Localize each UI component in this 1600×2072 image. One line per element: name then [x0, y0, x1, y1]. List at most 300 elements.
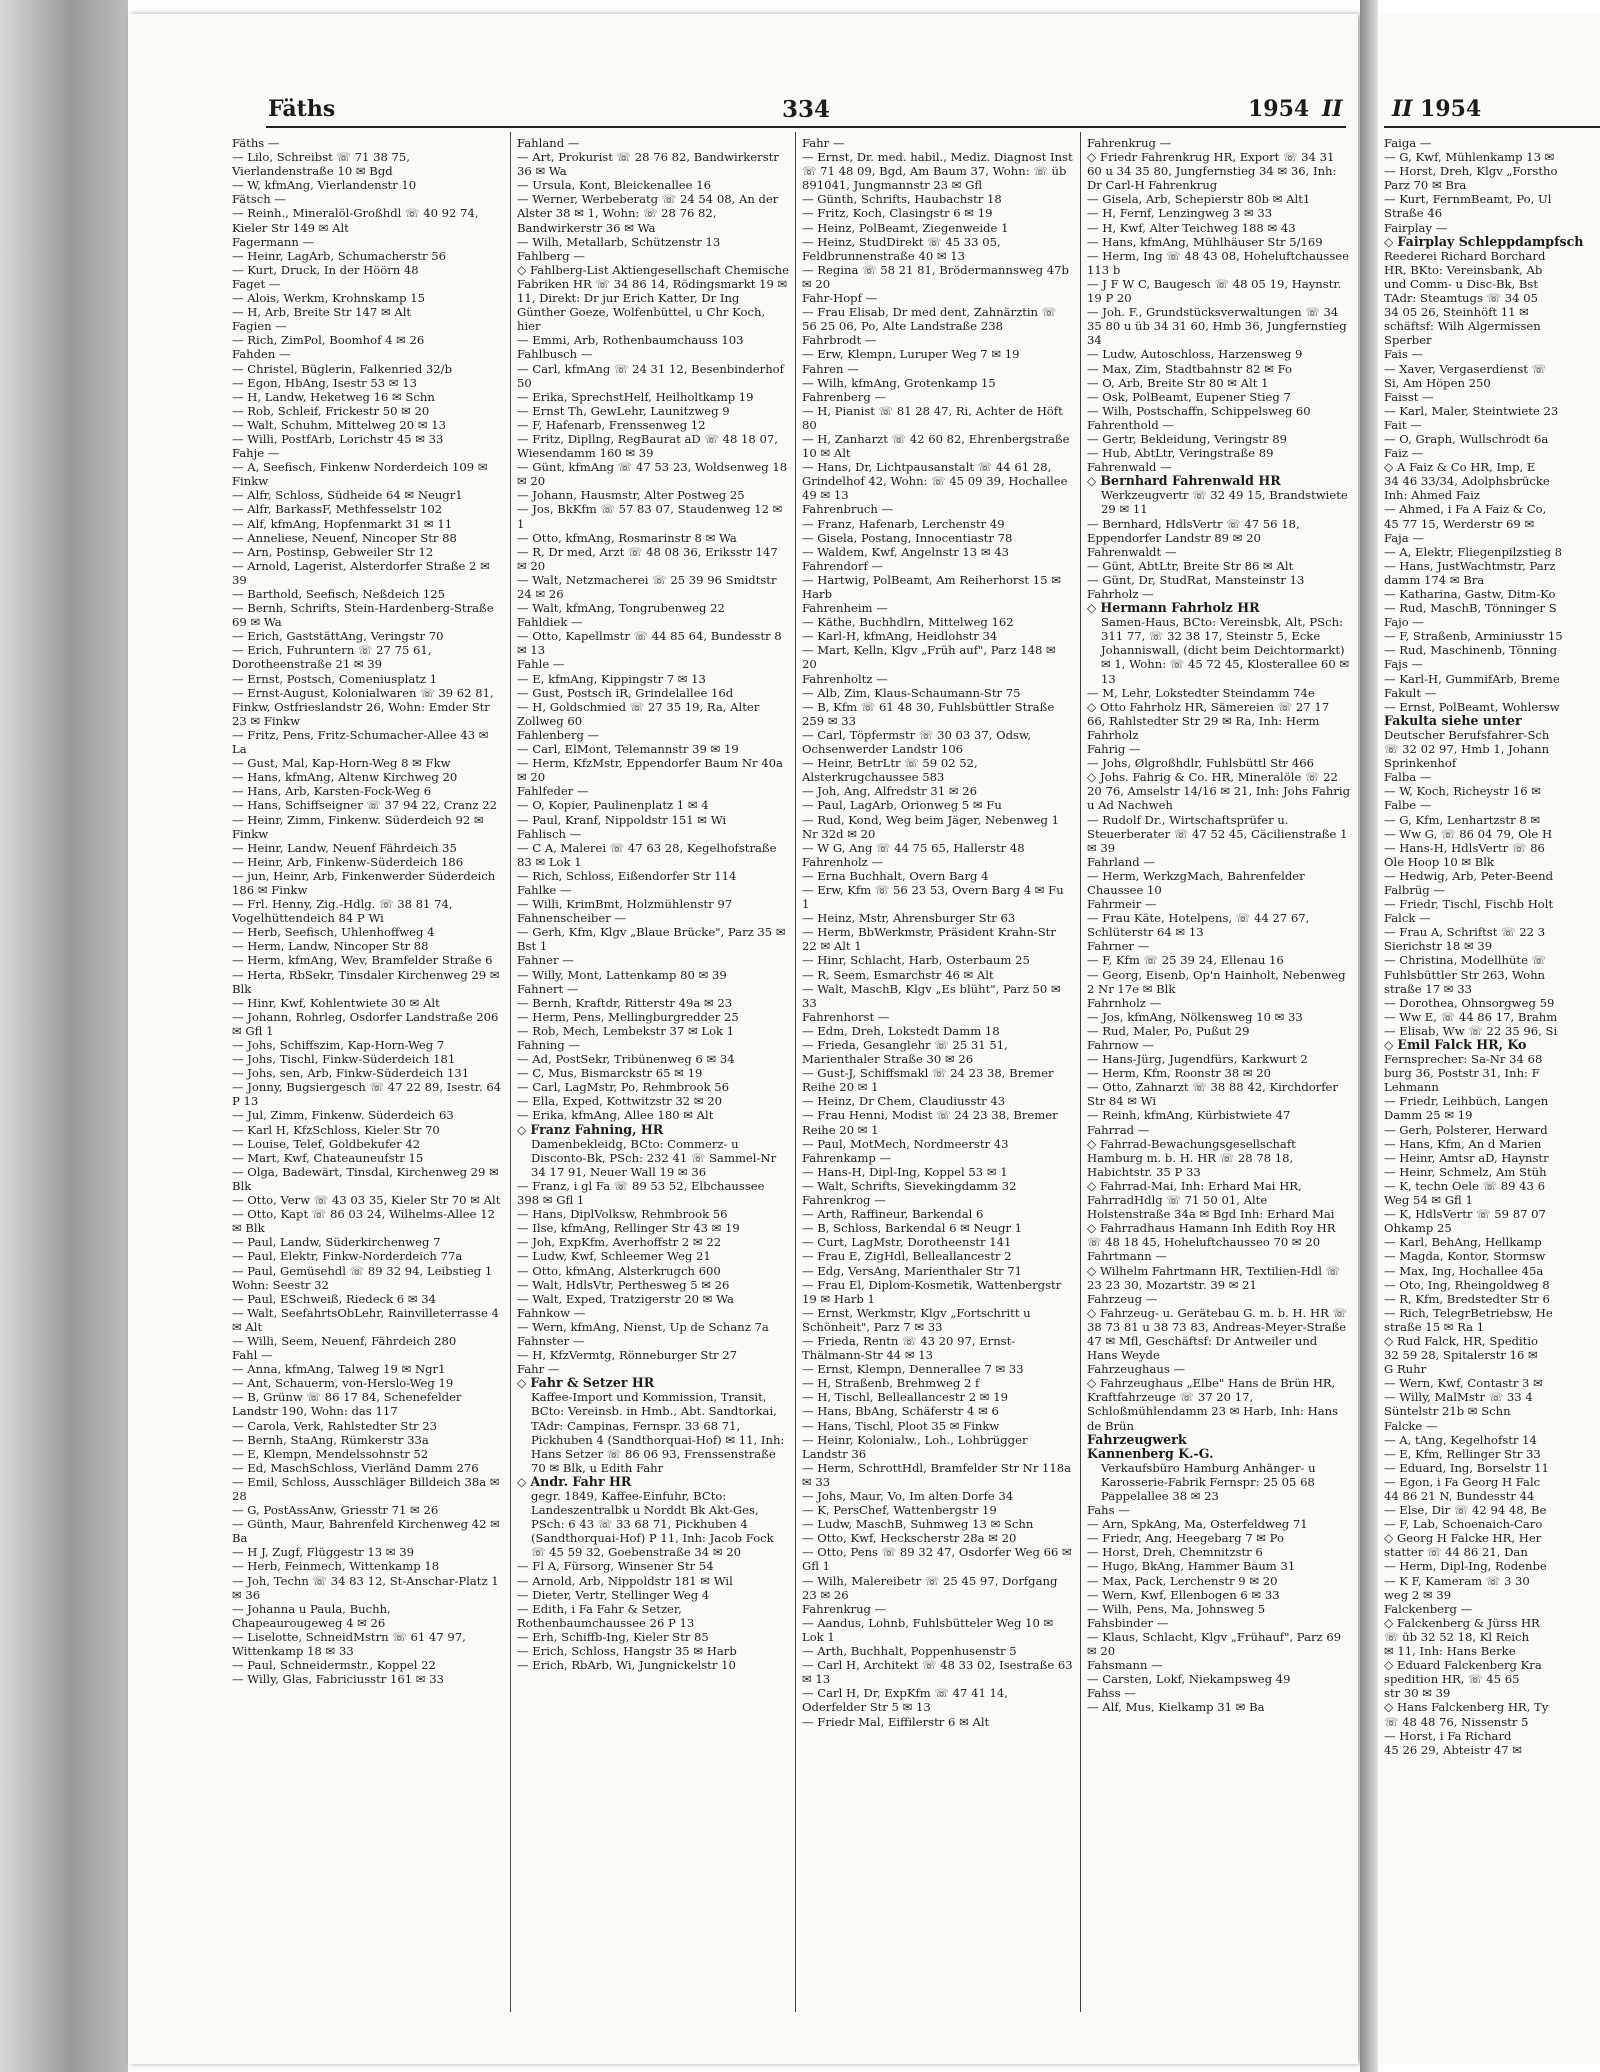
directory-entry: — Jul, Zimm, Finkenw. Süderdeich 63: [232, 1108, 454, 1123]
directory-entry: — Herm, SchrottHdl, Bramfelder Str Nr 118a ✉ 33: [802, 1460, 1072, 1489]
directory-entry: — Johanna u Paula, Buchh, Chapeaurougeweg 4 ✉ 26: [232, 1601, 391, 1630]
directory-entry: Samen-Haus, BCto: Vereinsbk, Alt, PSch: 311 77, ☏ 32 38 17, Steinstr 5, Ecke Johanniswall, (dicht beim Deichtormarkt) ✉ 1, Wohn: ☏ 45 72 45, Klosterallee 60 ✉ 13: [1101, 615, 1350, 686]
directory-entry: — Ant, Schauerm, von-Herslo-Weg 19: [232, 1376, 454, 1391]
facing-header-rule: [1384, 126, 1600, 128]
directory-entry: — Walt, MaschB, Klgv „Es blüht", Parz 50 ✉ 33: [802, 981, 1061, 1010]
directory-entry: — Johs, Tischl, Finkw-Süderdeich 181: [232, 1052, 456, 1067]
directory-entry: 32 59 28, Spitalerstr 16 ✉: [1384, 1348, 1538, 1363]
directory-entry: — Rich, TelegrBetriebsw, He: [1384, 1305, 1553, 1320]
directory-entry: — Karl H, KfzSchloss, Kieler Str 70: [232, 1122, 440, 1137]
directory-entry: — Horst, i Fa Richard: [1384, 1728, 1512, 1743]
directory-entry: statter ☏ 44 86 21, Dan: [1384, 1545, 1528, 1560]
directory-entry: — B, Grünw ☏ 86 17 84, Schenefelder Landstr 190, Wohn: das 117: [232, 1390, 462, 1419]
column-divider: [1080, 132, 1081, 2012]
directory-entry: — Anneliese, Neuenf, Nincoper Str 88: [232, 530, 457, 545]
directory-entry: damm 174 ✉ Bra: [1384, 572, 1485, 587]
directory-entry: — Ed, MaschSchloss, Vierländ Damm 276: [232, 1460, 479, 1475]
surname-heading: Fahrland —: [1087, 854, 1155, 869]
directory-column-2: [517, 136, 789, 2011]
directory-entry: — Klaus, Schlacht, Klgv „Frühauf", Parz 69 ✉ 20: [1087, 1629, 1342, 1659]
directory-entry: — Wilh, Postschaffn, Schippelsweg 60: [1087, 403, 1311, 418]
directory-entry: spedition HR, ☏ 45 65: [1384, 1672, 1520, 1687]
directory-entry: — K, techn Oele ☏ 89 43 6: [1384, 1178, 1545, 1193]
surname-heading: Fahrenwald —: [1087, 460, 1172, 475]
directory-entry: — Paul, LagArb, Orionweg 5 ✉ Fu: [802, 798, 1002, 813]
directory-entry: — Ww E, ☏ 44 86 17, Brahm: [1384, 1009, 1558, 1024]
directory-entry: 44 86 21 N, Bundesstr 44: [1384, 1489, 1535, 1503]
directory-column-4: [1087, 136, 1351, 2011]
directory-entry: — Alf, Mus, Kielkamp 31 ✉ Ba: [1087, 1700, 1265, 1715]
directory-entry: — Erika, kfmAng, Allee 180 ✉ Alt: [517, 1108, 714, 1123]
directory-entry: — Osk, PolBeamt, Eupener Stieg 7: [1087, 389, 1291, 404]
surname-heading: Faiz —: [1384, 446, 1424, 461]
directory-entry: — Friedr Mal, Eiffilerstr 6 ✉ Alt: [802, 1714, 990, 1729]
directory-entry: — B, Kfm ☏ 61 48 30, Fuhlsbüttler Straße 259 ✉ 33: [802, 699, 1055, 728]
surname-heading: Fahrzeughaus —: [1087, 1362, 1186, 1377]
directory-entry: — Hans, Tischl, Ploot 35 ✉ Finkw: [802, 1418, 1000, 1433]
surname-heading: Fajs —: [1384, 657, 1423, 672]
directory-entry: — Dieter, Vertr, Stellinger Weg 4: [517, 1587, 710, 1602]
directory-entry: — Erich, Fuhruntern ☏ 27 75 61, Dorotheenstraße 21 ✉ 39: [232, 643, 432, 672]
surname-heading: Fahrenheim —: [802, 601, 888, 616]
directory-entry: — Ernst, PolBeamt, Wohlersw: [1384, 699, 1560, 714]
directory-entry: — Mart, Kwf, Chateauneufstr 15: [232, 1150, 424, 1165]
directory-entry: — Franz, Hafenarb, Lerchenstr 49: [802, 516, 1005, 531]
directory-entry: — Heinz, Mstr, Ahrensburger Str 63: [802, 911, 1016, 926]
directory-entry: — Frau Käte, Hotelpens, ☏ 44 27 67, Schlüterstr 64 ✉ 13: [1087, 911, 1310, 940]
directory-entry: — Carsten, Lokf, Niekampsweg 49: [1087, 1672, 1291, 1687]
directory-entry: — Arth, Buchhalt, Poppenhusenstr 5: [802, 1644, 1017, 1659]
surname-heading: Fahrrad —: [1087, 1122, 1150, 1137]
directory-entry: — Karl-H, GummifArb, Breme: [1384, 671, 1560, 686]
surname-heading: Fahr-Hopf —: [802, 291, 878, 306]
directory-entry: ◇ Eduard Falckenberg Kra: [1384, 1658, 1600, 1672]
surname-heading: Fahr —: [802, 136, 845, 150]
directory-entry: — Alb, Zim, Klaus-Schaumann-Str 75: [802, 685, 1021, 700]
directory-entry: — Wilh, Malereibetr ☏ 25 45 97, Dorfgang 23 ✉ 26: [802, 1573, 1058, 1602]
directory-entry: burg 36, Poststr 31, Inh: F: [1384, 1066, 1540, 1081]
directory-entry: — Heinr, Kolonialw., Loh., Lohbrügger Landstr 36: [802, 1432, 1028, 1461]
directory-entry: Si, Am Höpen 250: [1384, 375, 1491, 390]
directory-entry: ◇ Wilhelm Fahrtmann HR, Textilien-Hdl ☏ 23 23 30, Mozartstr. 39 ✉ 21: [1087, 1264, 1351, 1292]
directory-entry: — Frl. Henny, Zig.-Hdlg. ☏ 38 81 74, Vogelhüttendeich 84 P Wi: [232, 897, 453, 926]
facing-head-year: 1954: [1420, 96, 1482, 122]
directory-entry: — Walt, SeefahrtsObLehr, Rainvilleterrasse 4 ✉ Alt: [232, 1305, 499, 1334]
surname-heading: Fahr —: [517, 1362, 560, 1377]
directory-entry: — Ella, Exped, Kottwitzstr 32 ✉ 20: [517, 1094, 722, 1109]
surname-heading: Fahlenberg —: [517, 727, 600, 742]
directory-entry: — Liselotte, SchneidMstrn ☏ 61 47 97, Wittenkamp 18 ✉ 33: [232, 1629, 466, 1659]
directory-entry: — Hartwig, PolBeamt, Am Reiherhorst 15 ✉ Harb: [802, 572, 1061, 601]
directory-entry: — H, Fernf, Lenzingweg 3 ✉ 33: [1087, 206, 1273, 221]
directory-entry: — Heinr, Landw, Neuenf Fährdeich 35: [232, 840, 457, 855]
directory-entry: — Fritz, Koch, Clasingstr 6 ✉ 19: [802, 206, 993, 221]
running-head-year: 1954: [1248, 96, 1310, 122]
directory-entry: — Rud, Maschinenb, Tönning: [1384, 643, 1558, 658]
directory-entry: — Erich, RbArb, Wi, Jungnickelstr 10: [517, 1658, 736, 1673]
surname-heading: Fahnkow —: [517, 1305, 586, 1320]
surname-heading: Fahrner —: [1087, 939, 1150, 954]
surname-heading: Fahrenthold —: [1087, 417, 1175, 432]
directory-entry: — Waldem, Kwf, Angelnstr 13 ✉ 43: [802, 544, 1010, 559]
directory-entry: — Willy, MalMstr ☏ 33 4: [1384, 1390, 1533, 1405]
directory-entry: — Kurt, Druck, In der Höörn 48: [232, 262, 419, 277]
surname-heading: Fahlke —: [517, 882, 572, 897]
directory-entry: — Gerh, Polsterer, Herward: [1384, 1122, 1548, 1137]
directory-entry: — Hans-H, Dipl-Ing, Koppel 53 ✉ 1: [802, 1164, 1008, 1179]
directory-entry: — Wern, kfmAng, Nienst, Up de Schanz 7a: [517, 1319, 769, 1334]
directory-entry: — Joh, Techn ☏ 34 83 12, St-Anschar-Platz 1 ✉ 36: [232, 1573, 499, 1602]
directory-entry: — Günt, AbtLtr, Breite Str 86 ✉ Alt: [1087, 558, 1294, 573]
directory-entry: — A, tAng, Kegelhofstr 14: [1384, 1432, 1537, 1447]
directory-entry: — Wilh, Pens, Ma, Johnsweg 5: [1087, 1601, 1266, 1616]
directory-entry: — Otto, Pens ☏ 89 32 47, Osdorfer Weg 66 ✉ Gfl 1: [802, 1545, 1072, 1574]
directory-entry: — A, Seefisch, Finkenw Norderdeich 109 ✉ Finkw: [232, 460, 488, 489]
firm-listing: ◇ Franz Fahning, HR: [517, 1123, 789, 1137]
directory-entry: — Wern, Kwf, Contastr 3 ✉: [1384, 1376, 1543, 1391]
directory-entry: — Frau El, Diplom-Kosmetik, Wattenbergstr 19 ✉ Harb 1: [802, 1277, 1062, 1306]
directory-entry: — Heinr, Amtsr aD, Haynstr: [1384, 1150, 1549, 1165]
directory-entry: — Hans, kfmAng, Altenw Kirchweg 20: [232, 770, 458, 785]
directory-entry: ◇ Falckenberg & Jürss HR: [1384, 1616, 1600, 1630]
surname-heading: Fahland —: [517, 136, 580, 150]
directory-entry: Damm 25 ✉ 19: [1384, 1108, 1473, 1123]
directory-entry: — Otto, kfmAng, Rosmarinstr 8 ✉ Wa: [517, 530, 737, 545]
surname-heading: Fahrmeir —: [1087, 897, 1157, 912]
surname-heading: Fahrtmann —: [1087, 1249, 1167, 1264]
directory-entry: — Arn, SpkAng, Ma, Osterfeldweg 71: [1087, 1517, 1308, 1532]
facing-directory-column: [1384, 136, 1600, 2011]
directory-entry: — Herb, Feinmech, Wittenkamp 18: [232, 1559, 440, 1574]
directory-entry: — F, Lab, Schoenaich-Caro: [1384, 1517, 1543, 1532]
directory-entry: — Oto, Ing, Rheingoldweg 8: [1384, 1277, 1550, 1292]
directory-entry: Ohkamp 25: [1384, 1221, 1452, 1236]
surname-heading: Faja —: [1384, 530, 1424, 545]
directory-entry: — Erh, Schiffb-Ing, Kieler Str 85: [517, 1629, 709, 1644]
directory-entry: — Erw, Klempn, Luruper Weg 7 ✉ 19: [802, 347, 1020, 362]
firm-listing: ◇ Emil Falck HR, Ko: [1384, 1038, 1600, 1052]
directory-entry: Verkaufsbüro Hamburg Anhänger- u Karosserie-Fabrik Fernspr: 25 05 68 Pappelallee 38 ✉ 23: [1101, 1460, 1316, 1503]
directory-entry: — Hans, kfmAng, Mühlhäuser Str 5/169: [1087, 234, 1323, 249]
directory-column-3: [802, 136, 1074, 2011]
surname-heading: Fahning —: [517, 1038, 580, 1052]
surname-heading: Fahlberg —: [517, 248, 585, 263]
directory-entry: — E, Klempn, Mendelssohnstr 52: [232, 1446, 429, 1461]
surname-heading: Fais —: [1384, 347, 1424, 362]
directory-entry: — Günth, Maur, Bahrenfeld Kirchenweg 42 ✉ Ba: [232, 1517, 500, 1546]
directory-entry: — Heinz, Dr Chem, Claudiusstr 43: [802, 1094, 1006, 1109]
directory-entry: und Comm- u Disc-Bk, Bst: [1384, 276, 1539, 291]
directory-entry: — Franz, i gl Fa ☏ 89 53 52, Elbchaussee 398 ✉ Gfl 1: [517, 1178, 765, 1208]
directory-entry: — Horst, Dreh, Klgv „Forstho: [1384, 164, 1558, 179]
book-gutter: [1360, 0, 1378, 2072]
directory-entry: — Aandus, Lohnb, Fuhlsbütteler Weg 10 ✉ Lok 1: [802, 1615, 1054, 1644]
directory-entry: — Rob, Schleif, Frickestr 50 ✉ 20: [232, 403, 430, 418]
directory-entry: weg 2 ✉ 39: [1384, 1587, 1452, 1602]
surname-heading: Fahle —: [517, 657, 565, 672]
directory-entry: — Erna Buchhalt, Overn Barg 4: [802, 868, 989, 883]
directory-entry: — Fl A, Fürsorg, Winsener Str 54: [517, 1559, 714, 1574]
surname-heading: Fahnster —: [517, 1333, 585, 1348]
directory-entry: Damenbekleidg, BCto: Commerz- u Disconto-Bk, PSch: 232 41 ☏ Sammel-Nr 34 17 91, Neuer Wall 19 ✉ 36: [531, 1136, 777, 1179]
directory-entry: — Elisab, Ww ☏ 22 35 96, Si: [1384, 1023, 1558, 1038]
directory-entry: — Erw, Kfm ☏ 56 23 53, Overn Barg 4 ✉ Fu 1: [802, 882, 1064, 912]
surname-heading: Fahrenkamp —: [802, 1150, 892, 1165]
directory-entry: — Frau Elisab, Dr med dent, Zahnärztin ☏ 56 25 06, Po, Alte Landstraße 238: [802, 305, 1057, 334]
directory-entry: — Willi, Seem, Neuenf, Fährdeich 280: [232, 1333, 457, 1348]
directory-entry: — Herm, Dipl-Ing, Rodenbe: [1384, 1559, 1547, 1574]
directory-entry: Parz 70 ✉ Bra: [1384, 178, 1467, 193]
firm-listing: ◇ Hermann Fahrholz HR: [1087, 601, 1351, 615]
directory-entry: — Ernst Th, GewLehr, Launitzweg 9: [517, 403, 730, 418]
surname-heading: Fahrenbruch —: [802, 502, 894, 517]
directory-entry: — Ernst-August, Kolonialwaren ☏ 39 62 81, Finkw, Ostfrieslandstr 26, Wohn: Emder Str 23 ✉ Finkw: [232, 685, 494, 728]
directory-entry: — Bernh, StaAng, Rümkerstr 33a: [232, 1432, 429, 1447]
surname-heading: Falcke —: [1384, 1418, 1438, 1433]
directory-entry: Sprinkenhof: [1384, 756, 1457, 771]
directory-entry: — Art, Prokurist ☏ 28 76 82, Bandwirkerstr 36 ✉ Wa: [517, 150, 779, 179]
directory-entry: — Gust, Postsch iR, Grindelallee 16d: [517, 685, 734, 700]
directory-entry: — Ludw, MaschB, Suhmweg 13 ✉ Schn: [802, 1517, 1034, 1532]
directory-entry: — Herm, Ing ☏ 48 43 08, Hoheluftchaussee 113 b: [1087, 248, 1349, 277]
directory-entry: — Eduard, Ing, Borselstr 11: [1384, 1460, 1549, 1475]
surname-heading: Fajo —: [1384, 615, 1425, 630]
directory-entry: — Herm, Landw, Nincoper Str 88: [232, 939, 429, 954]
directory-entry: — Max, Zim, Stadtbahnstr 82 ✉ Fo: [1087, 361, 1293, 376]
surname-heading: Fahrig —: [1087, 742, 1141, 757]
directory-entry: — Frau Henni, Modist ☏ 24 23 38, Bremer Reihe 20 ✉ 1: [802, 1108, 1058, 1137]
directory-entry: — Jonny, Bugsiergesch ☏ 47 22 89, Isestr. 64 P 13: [232, 1080, 502, 1109]
directory-entry: — H, Straßenb, Brehmweg 2 f: [802, 1376, 980, 1391]
directory-entry: — R, Seem, Esmarchstr 46 ✉ Alt: [802, 967, 994, 982]
directory-entry: — Otto, Kapt ☏ 86 03 24, Wilhelms-Allee 12 ✉ Blk: [232, 1207, 495, 1236]
directory-entry: ◇ Hans Falckenberg HR, Ty: [1384, 1700, 1600, 1714]
directory-entry: — Hedwig, Arb, Peter-Beend: [1384, 868, 1554, 883]
header-rule: [266, 126, 1346, 128]
surname-heading: Fahl —: [232, 1348, 273, 1363]
directory-entry: — J F W C, Baugesch ☏ 48 05 19, Haynstr. 19 P 20: [1087, 276, 1342, 306]
directory-entry: Inh: Ahmed Faiz: [1384, 488, 1480, 503]
directory-entry: — Georg, Eisenb, Op'n Hainholt, Nebenweg 2 Nr 17e ✉ Blk: [1087, 967, 1346, 996]
directory-entry: — Willy, Mont, Lattenkamp 80 ✉ 39: [517, 967, 727, 982]
directory-entry: — Carl, Töpfermstr ☏ 30 03 37, Odsw, Ochsenwerder Landstr 106: [802, 727, 1032, 757]
directory-entry: — K, PersChef, Wattenbergstr 19: [802, 1503, 997, 1518]
directory-entry: — Ilse, kfmAng, Rellinger Str 43 ✉ 19: [517, 1221, 740, 1236]
directory-entry: — E, kfmAng, Kippingstr 7 ✉ 13: [517, 671, 706, 686]
directory-entry: — Otto, Kwf, Heckscherstr 28a ✉ 20: [802, 1531, 1017, 1546]
directory-entry: — Mart, Kelln, Klgv „Früh auf", Parz 148 ✉ 20: [802, 643, 1056, 672]
directory-entry: — Willi, KrimBmt, Holzmühlenstr 97: [517, 897, 733, 912]
directory-entry: — Dorothea, Ohnsorgweg 59: [1384, 995, 1555, 1010]
firm-listing: ◇ Bernhard Fahrenwald HR: [1087, 474, 1351, 488]
directory-entry: — Hans, DiplVolksw, Rehmbrook 56: [517, 1207, 728, 1222]
surname-heading: Fätsch —: [232, 192, 287, 207]
column-divider: [795, 132, 796, 2012]
directory-entry: — Erich, Schloss, Hangstr 35 ✉ Harb: [517, 1644, 737, 1659]
directory-entry: — Johann, Hausmstr, Alter Postweg 25: [517, 488, 745, 503]
running-head-name: Fäths: [268, 96, 336, 122]
directory-entry: — Else, Dir ☏ 42 94 48, Be: [1384, 1503, 1547, 1518]
directory-entry: Sperber: [1384, 333, 1432, 348]
directory-entry: — Carl, kfmAng ☏ 24 31 12, Besenbinderhof 50: [517, 361, 784, 390]
directory-entry: — Friedr, Ang, Heegebarg 7 ✉ Po: [1087, 1531, 1284, 1546]
directory-entry: straße 15 ✉ Ra 1: [1384, 1319, 1485, 1334]
directory-entry: — Paul, ESchweiß, Riedeck 6 ✉ 34: [232, 1291, 436, 1306]
directory-entry: — Paul, MotMech, Nordmeerstr 43: [802, 1136, 1009, 1151]
directory-entry: — Wern, Kwf, Ellenbogen 6 ✉ 33: [1087, 1587, 1280, 1602]
directory-entry: — H J, Zugf, Flüggestr 13 ✉ 39: [232, 1545, 414, 1560]
directory-entry: TAdr: Steamtugs ☏ 34 05: [1384, 291, 1538, 306]
directory-entry: — Ww G, ☏ 86 04 79, Ole H: [1384, 826, 1553, 841]
directory-entry: Werkzeugvertr ☏ 32 49 15, Brandstwiete 29 ✉ 11: [1101, 488, 1348, 517]
surname-heading: Fahrendorf —: [802, 558, 884, 573]
directory-entry: — Egon, i Fa Georg H Falc: [1384, 1474, 1541, 1489]
directory-entry: ◇ A Faiz & Co HR, Imp, E: [1384, 460, 1600, 474]
directory-entry: ◇ Georg H Falcke HR, Her: [1384, 1531, 1600, 1545]
surname-heading: Fahden —: [232, 347, 291, 362]
directory-entry: Reederei Richard Borchard: [1384, 248, 1546, 263]
directory-entry: ◇ Fahrrad-Bewachungsgesellschaft Hamburg m. b. H. HR ☏ 28 78 18, Habichtstr. 35 P 33: [1087, 1137, 1351, 1179]
directory-entry: — Ludw, Kwf, Schleemer Weg 21: [517, 1249, 711, 1264]
surname-heading: Falckenberg —: [1384, 1601, 1473, 1616]
surname-heading: Fait —: [1384, 417, 1422, 432]
directory-entry: — Frieda, Rentn ☏ 43 20 97, Ernst-Thälmann-Str 44 ✉ 13: [802, 1333, 1016, 1363]
directory-entry: — Karl, BehAng, Hellkamp: [1384, 1235, 1542, 1250]
directory-entry: — Kurt, FernmBeamt, Po, Ul: [1384, 192, 1552, 207]
directory-entry: — Paul, Elektr, Finkw-Norderdeich 77a: [232, 1249, 463, 1264]
surname-heading: Fairplay —: [1384, 220, 1448, 235]
directory-entry: — Walt, Schrifts, Sievekingdamm 32: [802, 1178, 1017, 1193]
directory-entry: ☏ 48 48 76, Nissenstr 5: [1384, 1714, 1529, 1729]
directory-entry: — Edith, i Fa Fahr & Setzer, Rothenbaumchaussee 26 P 13: [517, 1601, 695, 1630]
surname-heading: Falck —: [1384, 911, 1431, 926]
directory-entry: — Heinr, Schmelz, Am Stüh: [1384, 1164, 1547, 1179]
directory-entry: — Paul, Landw, Süderkirchenweg 7: [232, 1235, 441, 1250]
surname-heading: Fahrenhorst —: [802, 1009, 890, 1024]
directory-entry: — Karl-H, kfmAng, Heidlohstr 34: [802, 629, 998, 644]
directory-entry: — K, HdlsVertr ☏ 59 87 07: [1384, 1207, 1546, 1222]
directory-entry: — Ad, PostSekr, Tribünenweg 6 ✉ 34: [517, 1052, 735, 1067]
surname-heading: Fahrnholz —: [1087, 995, 1162, 1010]
directory-entry: — Heinz, StudDirekt ☏ 45 33 05, Feldbrunnenstraße 40 ✉ 13: [802, 234, 1001, 263]
directory-entry: straße 17 ✉ 33: [1384, 981, 1472, 996]
surname-heading: Fagien —: [232, 319, 287, 334]
directory-entry: — O, Graph, Wullschrodt 6a: [1384, 431, 1549, 446]
directory-entry: — Horst, Dreh, Chemnitzstr 6: [1087, 1545, 1263, 1560]
directory-entry: — Arn, Postinsp, Gebweiler Str 12: [232, 544, 434, 559]
firm-listing: Fakulta siehe unter: [1384, 712, 1522, 728]
directory-entry: — Paul, Kranf, Nippoldstr 151 ✉ Wi: [517, 812, 727, 827]
directory-entry: — Reinh, kfmAng, Kürbistwiete 47: [1087, 1108, 1291, 1123]
directory-entry: — jun, Heinr, Arb, Finkenwerder Süderdeich 186 ✉ Finkw: [232, 868, 496, 897]
directory-entry: — Jos, kfmAng, Nölkensweg 10 ✉ 33: [1087, 1009, 1303, 1024]
surname-heading: Fahrenberg —: [802, 389, 887, 404]
directory-entry: — Joh. F., Grundstücksverwaltungen ☏ 34 35 80 u üb 34 31 60, Hmb 36, Jungfernstieg 34: [1087, 305, 1347, 348]
directory-entry: — C, Mus, Bismarckstr 65 ✉ 19: [517, 1066, 703, 1081]
surname-heading: Fahrenkrog —: [802, 1193, 886, 1208]
directory-entry: — Fritz, Pens, Fritz-Schumacher-Allee 43 ✉ La: [232, 727, 489, 757]
directory-entry: — Anna, kfmAng, Talweg 19 ✉ Ngr1: [232, 1362, 446, 1377]
directory-entry: — Hans, Schiffseigner ☏ 37 94 22, Cranz 22: [232, 798, 497, 813]
directory-entry: — Herb, Seefisch, Uhlenhoffweg 4: [232, 925, 435, 940]
surname-heading: Fahlfeder —: [517, 784, 589, 799]
directory-entry: — Wilh, Metallarb, Schützenstr 13: [517, 234, 721, 249]
directory-entry: — Werner, Werbeberatg ☏ 24 54 08, An der Alster 38 ✉ 1, Wohn: ☏ 28 76 82, Bandwirkerstr 36 ✉ Wa: [517, 192, 779, 235]
directory-entry: — H, Zanharzt ☏ 42 60 82, Ehrenbergstraße 10 ✉ Alt: [802, 431, 1070, 461]
directory-entry: — K F, Kameram ☏ 3 30: [1384, 1573, 1530, 1588]
directory-entry: — Fritz, Dipllng, RegBaurat aD ☏ 48 18 07, Wiesendamm 160 ✉ 39: [517, 431, 778, 461]
running-head-edition: II: [1322, 96, 1343, 122]
directory-entry: — Heinr, Arb, Finkenw-Süderdeich 186: [232, 854, 464, 869]
directory-entry: — Willy, Glas, Fabriciusstr 161 ✉ 33: [232, 1672, 444, 1687]
directory-entry: — Otto, kfmAng, Alsterkrugch 600: [517, 1263, 721, 1278]
surname-heading: Fahrenholtz —: [802, 671, 888, 686]
directory-entry: — Emil, Schloss, Ausschläger Billdeich 38a ✉ 28: [232, 1474, 500, 1503]
directory-entry: — W, kfmAng, Vierlandenstr 10: [232, 178, 417, 193]
directory-entry: — W G, Ang ☏ 44 75 65, Hallerstr 48: [802, 840, 1025, 855]
directory-entry: — Karl, Maler, Steintwiete 23: [1384, 403, 1559, 418]
directory-entry: ◇ Johs. Fahrig & Co. HR, Mineralöle ☏ 22 20 76, Amselstr 14/16 ✉ 21, Inh: Johs Fahrig u Ad Nachweh: [1087, 770, 1351, 812]
directory-entry: — Walt, Schuhm, Mittelweg 20 ✉ 13: [232, 417, 446, 432]
directory-entry: — Bernh, Schrifts, Stein-Hardenberg-Straße 69 ✉ Wa: [232, 601, 494, 630]
directory-entry: — Arnold, Arb, Nippoldstr 181 ✉ Wil: [517, 1573, 733, 1588]
directory-entry: — Lilo, Schreibst ☏ 71 38 75, Vierlandenstraße 10 ✉ Bgd: [232, 150, 410, 179]
directory-entry: — Rudolf Dr., Wirtschaftsprüfer u. Steuerberater ☏ 47 52 45, Cäcilienstraße 1 ✉ 39: [1087, 812, 1348, 855]
directory-entry: — Heinz, PolBeamt, Ziegenweide 1: [802, 220, 1009, 235]
directory-entry: — Max, Ing, Hochallee 45a: [1384, 1263, 1544, 1278]
surname-heading: Falbe —: [1384, 798, 1432, 813]
directory-entry: — Louise, Telef, Goldbekufer 42: [232, 1136, 421, 1151]
directory-entry: ◇ Friedr Fahrenkrug HR, Export ☏ 34 31 60 u 34 35 80, Jungfernstieg 34 ✉ 36, Inh: Dr Carl-H Fahrenkrug: [1087, 150, 1351, 192]
surname-heading: Fagermann —: [232, 234, 315, 249]
directory-entry: — Herm, Pens, Mellingburgredder 25: [517, 1009, 739, 1024]
directory-entry: — H, Tischl, Belleallancestr 2 ✉ 19: [802, 1390, 1008, 1405]
directory-entry: Deutscher Berufsfahrer-Sch: [1384, 727, 1550, 742]
directory-entry: — Frieda, Gesanglehr ☏ 25 31 51, Marienthaler Straße 30 ✉ 26: [802, 1038, 1008, 1067]
surname-heading: Fakult —: [1384, 685, 1437, 700]
surname-heading: Fahrenkrug —: [1087, 136, 1172, 150]
directory-entry: — Hinr, Kwf, Kohlentwiete 30 ✉ Alt: [232, 995, 440, 1010]
directory-entry: — Rud, MaschB, Tönninger S: [1384, 601, 1557, 616]
directory-entry: Kaffee-Import und Kommission, Transit, BCto: Vereinsb. in Hmb., Abt. Sandtorkai, TAdr: Campinas, Fernspr. 33 68 71, Pickhuben 4 (Sandthorquai-Hof) ✉ 11, Inh: Hans Setzer ☏ 86 06 93, Frenssenstraße 70 ✉ Blk, u Edith Fahr: [531, 1390, 785, 1475]
directory-entry: — Barthold, Seefisch, Neßdeich 125: [232, 587, 446, 601]
surname-heading: Faisst —: [1384, 389, 1434, 404]
directory-entry: ◇ Fahrzeughaus „Elbe" Hans de Brün HR, Kraftfahrzeuge ☏ 37 20 17, Schloßmühlendamm 23 ✉ Harb, Inh: Hans de Brün: [1087, 1376, 1351, 1432]
directory-entry: — H, Landw, Heketweg 16 ✉ Schn: [232, 389, 435, 404]
directory-entry: — Frau E, ZigHdl, Belleallancestr 2: [802, 1249, 1012, 1264]
directory-entry: — Christina, Modellhüte ☏: [1384, 953, 1547, 968]
directory-entry: — Alois, Werkm, Krohnskamp 15: [232, 291, 425, 306]
directory-entry: — Carl, ElMont, Telemannstr 39 ✉ 19: [517, 742, 739, 757]
directory-entry: — Xaver, Vergaserdienst ☏: [1384, 361, 1547, 376]
directory-entry: — Herm, Kfm, Roonstr 38 ✉ 20: [1087, 1066, 1272, 1081]
firm-listing: ◇ Fairplay Schleppdampfsch: [1384, 235, 1600, 249]
directory-entry: — Bernhard, HdlsVertr ☏ 47 56 18, Eppendorfer Landstr 89 ✉ 20: [1087, 516, 1300, 545]
directory-entry: — Ernst, Werkmstr, Klgv „Fortschritt u Schönheit", Parz 7 ✉ 33: [802, 1305, 1031, 1334]
surname-heading: Fahsmann —: [1087, 1658, 1163, 1673]
directory-entry: — Carl, LagMstr, Po, Rehmbrook 56: [517, 1080, 729, 1095]
surname-heading: Fäths —: [232, 136, 280, 150]
directory-entry: — Herm, KfzMstr, Eppendorfer Baum Nr 40a ✉ 20: [517, 756, 783, 785]
directory-entry: — Johann, Rohrleg, Osdorfer Landstraße 206 ✉ Gfl 1: [232, 1009, 499, 1038]
directory-entry: — Hans, Dr, Lichtpausanstalt ☏ 44 61 28, Grindelhof 42, Wohn: ☏ 45 09 39, Hochallee 49 ✉ 13: [802, 460, 1068, 503]
firm-listing: Fahrzeugwerk: [1087, 1431, 1187, 1447]
directory-entry: — Joh, ExpKfm, Averhoffstr 2 ✉ 22: [517, 1235, 722, 1250]
surname-heading: Falbrüg —: [1384, 882, 1446, 897]
surname-heading: Faget —: [232, 276, 281, 291]
directory-entry: Straße 46: [1384, 206, 1443, 221]
directory-entry: — H, Kwf, Alter Teichweg 188 ✉ 43: [1087, 220, 1296, 235]
